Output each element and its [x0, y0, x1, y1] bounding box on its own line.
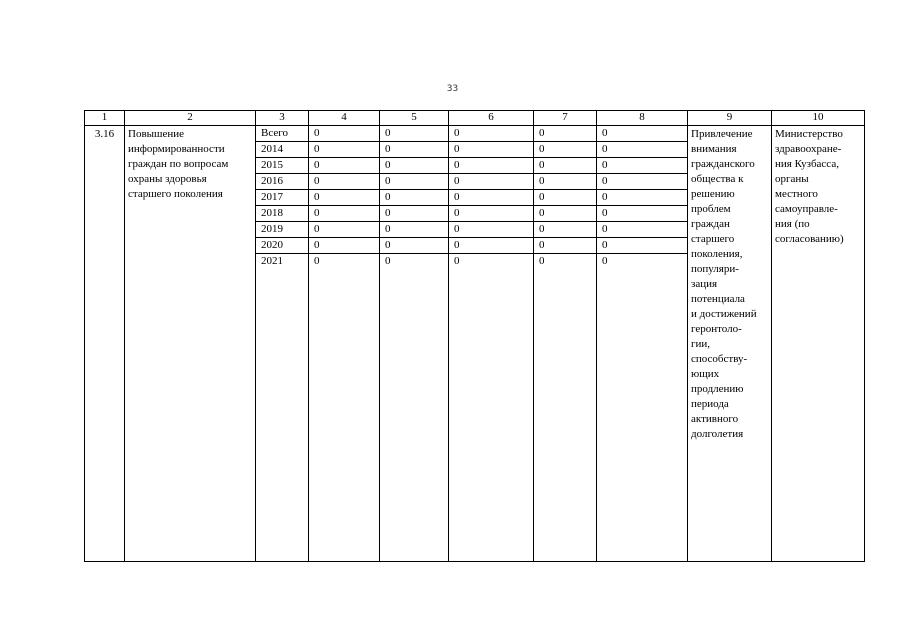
program-table — [84, 110, 865, 562]
text-line: популяри- — [691, 263, 739, 275]
column-8-values — [597, 126, 688, 562]
text-line: и достижений — [691, 308, 757, 320]
value-cell: 0 — [449, 222, 533, 238]
value-cell: 0 — [449, 238, 533, 254]
header-cell-5: 5 — [380, 111, 449, 126]
year-cell: 2020 — [256, 238, 308, 254]
value-cell: 0 — [309, 206, 379, 222]
years-column — [256, 126, 309, 562]
text-line: решению — [691, 188, 735, 200]
value-cell: 0 — [449, 190, 533, 206]
header-row — [85, 111, 865, 126]
value-cell: 0 — [449, 126, 533, 142]
value-cell: 0 — [449, 206, 533, 222]
value-cell: 0 — [449, 142, 533, 158]
text-line: согласованию) — [775, 233, 844, 245]
value-cell: 0 — [597, 206, 687, 222]
text-line: общества к — [691, 173, 744, 185]
text-line: органы — [775, 173, 809, 185]
text-line: самоуправле- — [775, 203, 838, 215]
value-cell: 0 — [309, 238, 379, 254]
value-cell: 0 — [380, 222, 448, 238]
text-line: активного — [691, 413, 739, 425]
value-cell: 0 — [309, 142, 379, 158]
value-cell: 0 — [309, 158, 379, 174]
value-cell: 0 — [380, 126, 448, 142]
header-cell-9: 9 — [688, 111, 772, 126]
text-line: поколения, — [691, 248, 743, 260]
value-cell: 0 — [534, 222, 596, 238]
text-line: гии, — [691, 338, 711, 350]
text-line: охраны здоровья — [128, 173, 207, 185]
value-cell: 0 — [534, 126, 596, 142]
text-line: геронтоло- — [691, 323, 742, 335]
column-6-values — [449, 126, 534, 562]
value-cell: 0 — [534, 174, 596, 190]
column-4-values — [309, 126, 380, 562]
text-line: граждан — [691, 218, 730, 230]
year-cell: 2015 — [256, 158, 308, 174]
value-cell: 0 — [534, 238, 596, 254]
value-cell: 0 — [597, 158, 687, 174]
header-cell-1: 1 — [85, 111, 125, 126]
value-cell: 0 — [597, 126, 687, 142]
value-cell: 0 — [380, 190, 448, 206]
value-cell: 0 — [314, 255, 320, 267]
value-cell: 0 — [380, 206, 448, 222]
value-cell: 0 — [534, 206, 596, 222]
text-line: способству- — [691, 353, 748, 365]
text-line: ния Кузбасса, — [775, 158, 839, 170]
value-cell: 0 — [539, 255, 545, 267]
year-cell: 2017 — [256, 190, 308, 206]
value-cell: 0 — [534, 158, 596, 174]
value-cell: 0 — [309, 126, 379, 142]
page-number: 33 — [446, 84, 459, 94]
header-cell-6: 6 — [449, 111, 534, 126]
text-line: здравоохране- — [775, 143, 842, 155]
year-cell: 2019 — [256, 222, 308, 238]
value-cell: 0 — [597, 174, 687, 190]
column-7-values — [534, 126, 597, 562]
text-line: внимания — [691, 143, 737, 155]
header-cell-3: 3 — [256, 111, 309, 126]
text-line: Привлечение — [691, 128, 753, 140]
year-cell: 2014 — [256, 142, 308, 158]
text-line: зация — [691, 278, 718, 290]
header-cell-8: 8 — [597, 111, 688, 126]
value-cell: 0 — [597, 222, 687, 238]
value-cell: 0 — [380, 158, 448, 174]
column-5-values — [380, 126, 449, 562]
text-line: проблем — [691, 203, 731, 215]
text-line: ния (по — [775, 218, 810, 230]
value-cell: 0 — [385, 255, 391, 267]
text-line: старшего — [691, 233, 735, 245]
value-cell: 0 — [597, 238, 687, 254]
value-cell: 0 — [380, 238, 448, 254]
value-cell: 0 — [380, 142, 448, 158]
value-cell: 0 — [534, 142, 596, 158]
value-cell: 0 — [309, 174, 379, 190]
header-cell-7: 7 — [534, 111, 597, 126]
table-row — [85, 126, 865, 562]
value-cell: 0 — [309, 190, 379, 206]
text-line: гражданского — [691, 158, 755, 170]
row-number: 3.16 — [85, 126, 125, 562]
value-cell: 0 — [534, 190, 596, 206]
expected-result — [688, 126, 772, 562]
year-cell: 2016 — [256, 174, 308, 190]
measure-title — [125, 126, 256, 562]
text-line: потенциала — [691, 293, 745, 305]
value-cell: 0 — [454, 255, 460, 267]
text-line: Министерство — [775, 128, 843, 140]
responsible-executor — [772, 126, 865, 562]
text-line: граждан по вопросам — [128, 158, 229, 170]
text-line: местного — [775, 188, 818, 200]
text-line: долголетия — [691, 428, 744, 440]
value-cell: 0 — [309, 222, 379, 238]
header-cell-4: 4 — [309, 111, 380, 126]
value-cell: 0 — [597, 142, 687, 158]
value-cell: 0 — [380, 174, 448, 190]
text-line: ющих — [691, 368, 720, 380]
year-cell: 2021 — [261, 255, 283, 267]
value-cell: 0 — [449, 174, 533, 190]
text-line: информированности — [128, 143, 225, 155]
year-cell: 2018 — [256, 206, 308, 222]
text-line: старшего поколения — [128, 188, 223, 200]
header-cell-10: 10 — [772, 111, 865, 126]
text-line: периода — [691, 398, 729, 410]
header-cell-2: 2 — [125, 111, 256, 126]
value-cell: 0 — [602, 255, 608, 267]
value-cell: 0 — [597, 190, 687, 206]
text-line: продлению — [691, 383, 744, 395]
year-cell: Всего — [256, 126, 308, 142]
value-cell: 0 — [449, 158, 533, 174]
text-line: Повышение — [128, 128, 185, 140]
